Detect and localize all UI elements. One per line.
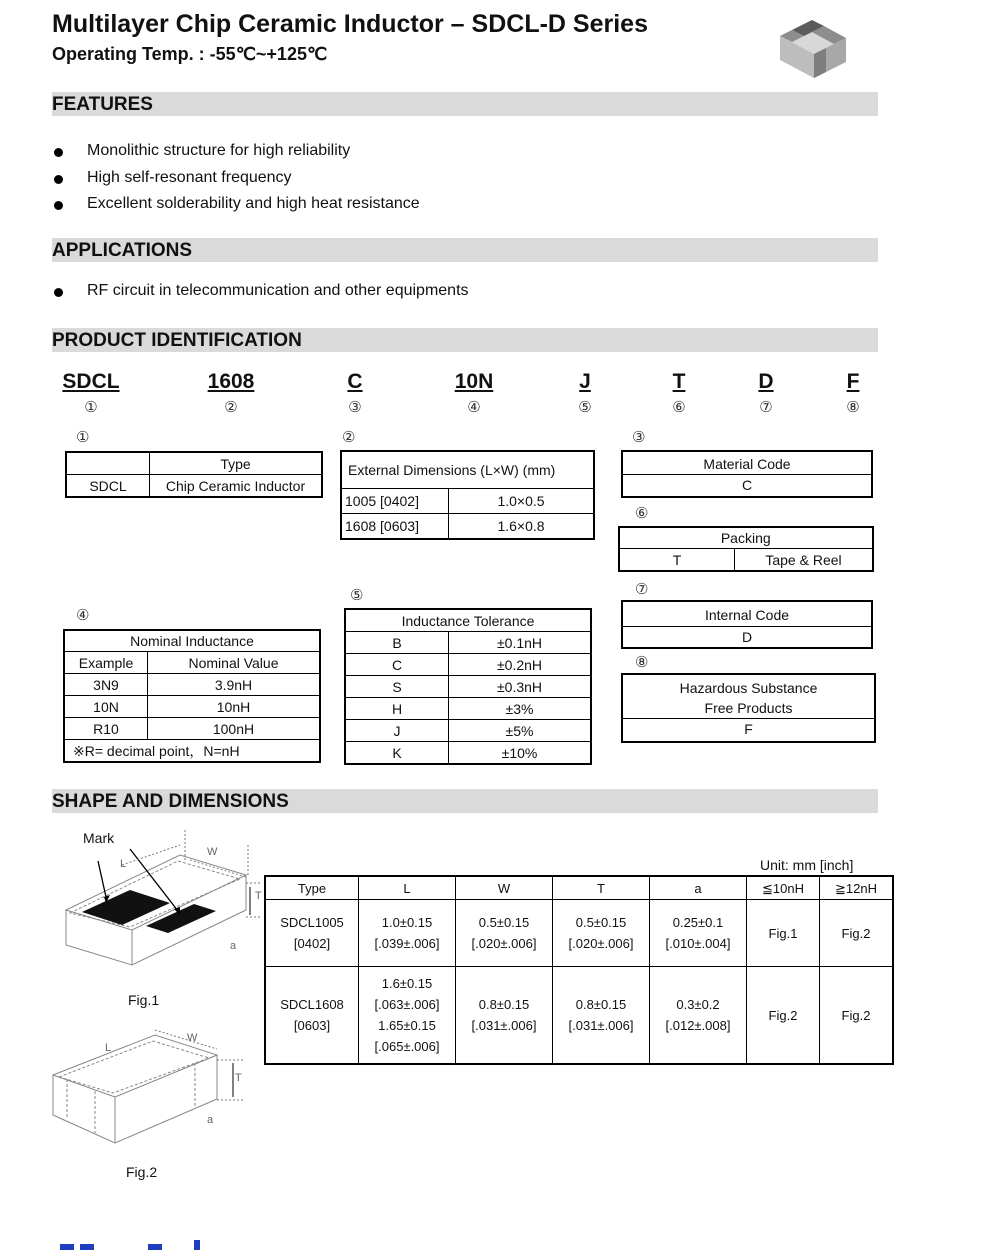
dimension-number: ②	[342, 429, 356, 446]
dim-a-label: a	[230, 940, 237, 952]
code-number: ⑤	[578, 399, 592, 416]
dim-l-label: L	[120, 858, 127, 870]
dim-a-label: a	[207, 1114, 214, 1126]
table-row	[65, 674, 320, 696]
dimension-value: 1.0×0.5	[449, 489, 594, 514]
fig1-label: Fig.1	[128, 992, 160, 1008]
footer-logo	[60, 1236, 210, 1250]
tolerance-value: ±10%	[449, 742, 591, 764]
tolerance-header: Inductance Tolerance	[346, 610, 591, 632]
type-header: Type	[150, 453, 322, 475]
row1-a-inch: [.010±.004]	[665, 936, 731, 951]
row1-type-inch: [0402]	[293, 936, 331, 951]
dim-w-label: W	[187, 1032, 198, 1044]
code-packing: T	[672, 370, 686, 393]
row2-l-b-inch: [.065±.006]	[374, 1039, 440, 1054]
row1-l: 1.0±0.15	[381, 915, 433, 930]
dimensions-table	[265, 876, 893, 1064]
inductance-col2: Nominal Value	[148, 652, 320, 674]
tolerance-value: ±0.3nH	[449, 676, 591, 698]
row1-fig-ge12: Fig.2	[820, 900, 893, 967]
tolerance-value: ±3%	[449, 698, 591, 720]
code-number: ②	[224, 399, 238, 416]
dimension-header: External Dimensions (L×W) (mm)	[342, 452, 594, 489]
table-row	[346, 698, 591, 720]
row1-a: 0.25±0.1	[672, 915, 724, 930]
col-l: L	[359, 877, 456, 900]
tolerance-code: S	[346, 676, 449, 698]
table-row	[266, 900, 893, 967]
inductance-table	[64, 630, 320, 762]
tolerance-value: ±0.2nH	[449, 654, 591, 676]
tolerance-code: C	[346, 654, 449, 676]
packing-table	[619, 527, 873, 571]
row2-fig-ge12: Fig.2	[820, 967, 893, 1064]
inductance-header: Nominal Inductance	[65, 631, 320, 652]
tolerance-code: J	[346, 720, 449, 742]
table-row	[65, 718, 320, 740]
material-header: Material Code	[623, 452, 871, 475]
dimension-code: 1005 [0402]	[342, 489, 449, 514]
unit-label: Unit: mm [inch]	[760, 857, 854, 873]
page-title: Multilayer Chip Ceramic Inductor – SDCL-D Series	[52, 10, 648, 38]
material-table	[621, 450, 873, 498]
dim-l-label: L	[105, 1042, 112, 1054]
table-row	[266, 967, 893, 1064]
tolerance-value: ±0.1nH	[449, 632, 591, 654]
code-series: SDCL	[62, 370, 120, 393]
col-le10nh: ≦10nH	[747, 877, 820, 900]
code-number: ④	[467, 399, 481, 416]
col-t: T	[553, 877, 650, 900]
chip-image	[772, 8, 852, 80]
code-number: ⑧	[846, 399, 860, 416]
row2-t: 0.8±0.15	[575, 997, 627, 1012]
col-type: Type	[266, 877, 359, 900]
type-desc: Chip Ceramic Inductor	[150, 475, 322, 497]
row2-w: 0.8±0.15	[478, 997, 530, 1012]
row1-t-inch: [.020±.006]	[568, 936, 634, 951]
row1-w: 0.5±0.15	[478, 915, 530, 930]
fig1-drawing	[60, 825, 270, 995]
table-row	[346, 676, 591, 698]
internal-header: Internal Code	[623, 602, 871, 627]
features-heading: FEATURES	[52, 92, 878, 116]
row2-l-a-inch: [.063±.006]	[374, 997, 440, 1012]
col-ge12nh: ≧12nH	[820, 877, 893, 900]
row2-a-inch: [.012±.008]	[665, 1018, 731, 1033]
row2-type-inch: [0603]	[293, 1018, 331, 1033]
tolerance-code: H	[346, 698, 449, 720]
code-hazard: F	[846, 370, 860, 393]
table-header-row	[266, 877, 893, 900]
table-row	[346, 654, 591, 676]
hazard-line2: Free Products	[623, 698, 874, 719]
hazard-value: F	[744, 721, 753, 737]
dimension-value: 1.6×0.8	[449, 514, 594, 539]
inductance-number: ④	[76, 607, 90, 624]
col-w: W	[456, 877, 553, 900]
fig2-drawing	[45, 1025, 255, 1155]
type-table	[66, 452, 322, 497]
row1-t: 0.5±0.15	[575, 915, 627, 930]
hazard-line1: Hazardous Substance	[679, 680, 818, 696]
material-value: C	[741, 477, 753, 493]
tolerance-number: ⑤	[350, 587, 364, 604]
code-number: ③	[348, 399, 362, 416]
table-row	[346, 742, 591, 764]
dimension-table	[341, 451, 594, 539]
inductance-col1: Example	[65, 652, 148, 674]
material-number: ③	[632, 429, 646, 446]
internal-table	[621, 600, 873, 649]
code-dimension: 1608	[207, 370, 255, 393]
tolerance-value: ±5%	[449, 720, 591, 742]
mark-label: Mark	[83, 830, 115, 846]
code-number: ①	[84, 399, 98, 416]
code-material: C	[347, 370, 363, 393]
row2-l-a: 1.6±0.15	[381, 976, 433, 991]
inductance-example: R10	[65, 718, 148, 740]
row2-a: 0.3±0.2	[676, 997, 720, 1012]
row2-fig-le10: Fig.2	[747, 967, 820, 1064]
tolerance-code: K	[346, 742, 449, 764]
table-row	[65, 696, 320, 718]
internal-value: D	[741, 629, 753, 645]
row1-fig-le10: Fig.1	[747, 900, 820, 967]
dim-w-label: W	[207, 846, 218, 858]
row2-type: SDCL1608	[280, 997, 344, 1012]
code-tolerance: J	[579, 370, 591, 393]
hazard-table	[621, 673, 876, 743]
applications-heading: APPLICATIONS	[52, 238, 878, 262]
packing-header: Packing	[620, 528, 873, 549]
code-inductance: 10N	[454, 370, 494, 393]
dimension-code: 1608 [0603]	[342, 514, 449, 539]
type-code: SDCL	[67, 475, 150, 497]
packing-desc: Tape & Reel	[735, 549, 873, 571]
inductance-note: ※R= decimal point，N=nH	[65, 740, 320, 762]
hazard-number: ⑧	[635, 654, 649, 671]
fig2-label: Fig.2	[126, 1164, 158, 1180]
table-row	[346, 632, 591, 654]
operating-temp: Operating Temp. : -55℃~+125℃	[52, 44, 328, 64]
row1-type: SDCL1005	[280, 915, 344, 930]
row2-l-b: 1.65±0.15	[378, 1018, 436, 1033]
col-a: a	[650, 877, 747, 900]
product-identification-heading: PRODUCT IDENTIFICATION	[52, 328, 878, 352]
code-number: ⑦	[759, 399, 773, 416]
row2-w-inch: [.031±.006]	[471, 1018, 537, 1033]
type-number: ①	[76, 429, 90, 446]
tolerance-table	[345, 609, 591, 764]
code-number: ⑥	[672, 399, 686, 416]
dim-t-label: T	[255, 890, 262, 902]
packing-number: ⑥	[635, 505, 649, 522]
inductance-example: 10N	[65, 696, 148, 718]
row1-w-inch: [.020±.006]	[471, 936, 537, 951]
shape-heading: SHAPE AND DIMENSIONS	[52, 789, 878, 813]
row2-t-inch: [.031±.006]	[568, 1018, 634, 1033]
row1-l-inch: [.039±.006]	[374, 936, 440, 951]
inductance-example: 3N9	[65, 674, 148, 696]
internal-number: ⑦	[635, 581, 649, 598]
inductance-value: 10nH	[148, 696, 320, 718]
table-row	[346, 720, 591, 742]
inductance-value: 100nH	[148, 718, 320, 740]
tolerance-code: B	[346, 632, 449, 654]
dim-t-label: T	[235, 1072, 242, 1084]
code-internal: D	[758, 370, 774, 393]
inductance-value: 3.9nH	[148, 674, 320, 696]
packing-code: T	[620, 549, 735, 571]
